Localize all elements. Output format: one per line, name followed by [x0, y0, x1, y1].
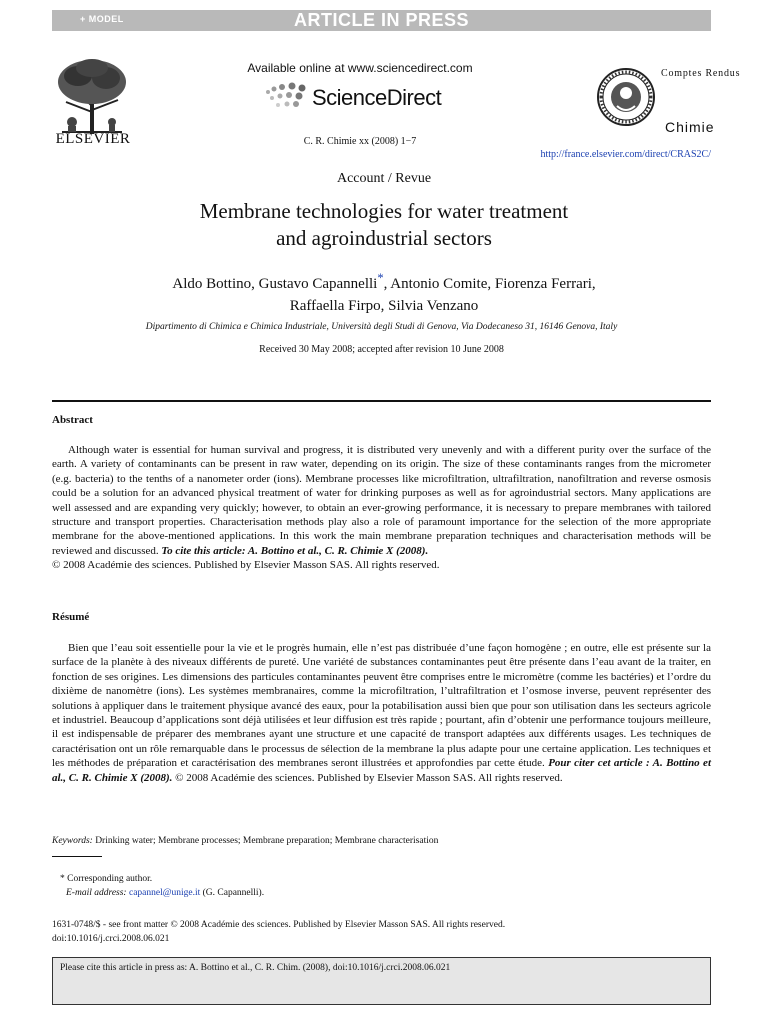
- abstract-text: Although water is essential for human survival and progress, it is distributed very unevenly and with a different purity over the surface of the earth. A variety of contaminants can be present in raw water, depending on its origin. The size of these contaminants ranges from the micrometer (e.g. bacteria) to the tenths of a nanometer order (ions). Membrane processes like microfiltration, ultrafiltration, nanofiltration and reverse osmosis could be a solution for an advanced physical treatment of water for drinking purposes as well as for agroindustrial sectors. Many applications are well assessed and are expanding very quickly; however, to obtain an ever-growing performance, it is necessary to prepare membranes with tailored structure and transport properties. Characterisation methods play also a role of paramount importance for the selection of the more appropriate membrane for the above-mentioned applications. In this work the main membrane preparation techniques and characterisation methods will be reviewed and discussed.: [52, 444, 711, 557]
- cite-in-press-box: [52, 957, 711, 1005]
- section-divider: [52, 400, 711, 402]
- authors-line-1: [84, 267, 684, 295]
- article-in-press-banner: [52, 10, 711, 31]
- academie-seal-icon: [595, 62, 657, 132]
- cite-in-press-text: Please cite this article in press as: A. Bottino et al., C. R. Chim. (2008), doi:10.1016/j.crci.2008.06.021: [60, 963, 451, 973]
- resume-heading: Résumé: [52, 611, 90, 623]
- abstract-cite-note: To cite this article: A. Bottino et al., C. R. Chimie X (2008).: [161, 544, 429, 557]
- resume-copyright: © 2008 Académie des sciences. Published by Elsevier Masson SAS. All rights reserved.: [175, 771, 563, 784]
- publisher-name: ELSEVIER: [55, 131, 131, 147]
- journal-citation: C. R. Chimie xx (2008) 1−7: [303, 136, 417, 147]
- resume-paragraph: [52, 641, 711, 785]
- keywords-list: Drinking water; Membrane processes; Membrane preparation; Membrane characterisation: [92, 836, 439, 846]
- affiliation: Dipartimento di Chimica e Chimica Industriale, Università degli Studi di Genova, Via Dodecaneso 31, 16146 Genova, Italy: [145, 322, 618, 332]
- journal-series-name: Comptes Rendus: [661, 68, 741, 79]
- abstract-body: [52, 443, 711, 573]
- journal-subject-name: Chimie: [665, 119, 715, 135]
- resume-text: Bien que l’eau soit essentielle pour la vie et le progrès humain, elle n’est pas distribuée d’une façon homogène ; en outre, elle est présente sur la surface de la planète à des niveaux différents de pureté. Une variété de substances contaminantes peut être présente dans l’eau avant de la traiter, en fonction de ses origines. Les dimensions des particules contaminantes peuvent être comprises entre le micromètre (comme les bactéries) et l’ordre du dixième de nanomètre (ions). Les systèmes membranaires, comme la microfiltration, l’ultrafiltration et l’osmose inverse, peuvent représenter des solutions à appliquer dans le traitement physique avancé des eaux, pour la potabilisation aussi bien que pour son utilisation dans les secteurs agricole et industriel. Beaucoup d’applications sont déjà utilisées et leur diffusion est très rapide ; pourtant, afin d’obtenir une performance toujours meilleure, il est indispensable de préparer des membranes ayant une structure et une capacité de transport adaptées aux différents usages. Les techniques de caractérisation ont un rôle remarquable dans le processus de sélection de la membrane la plus adapte pour une certaine application. Les techniques et les méthodes de préparation et caractérisation des membranes seront illustrées et approfondies par cette étude.: [52, 642, 711, 770]
- sciencedirect-wordmark: ScienceDirect: [312, 85, 442, 110]
- email-link[interactable]: capannel@unige.it: [128, 888, 201, 898]
- elsevier-tree-logo-icon: [52, 56, 132, 136]
- email-owner: (G. Capannelli).: [200, 888, 265, 898]
- title-line-1: Membrane technologies for water treatment: [199, 199, 569, 223]
- doi-line: doi:10.1016/j.crci.2008.06.021: [52, 934, 170, 944]
- corresponding-author-note: * Corresponding author.: [60, 874, 153, 884]
- journal-url-link[interactable]: http://france.elsevier.com/direct/CRAS2C/: [540, 149, 711, 160]
- received-dates: Received 30 May 2008; accepted after revision 10 June 2008: [259, 344, 504, 355]
- authors-line-1-part-b: , Antonio Comite, Fiorenza Ferrari,: [383, 276, 596, 292]
- email-footnote: [66, 888, 264, 898]
- abstract-heading: Abstract: [52, 414, 93, 426]
- sciencedirect-dots-icon: [262, 82, 310, 112]
- title-line-2: and agroindustrial sectors: [276, 226, 492, 250]
- article-status: ARTICLE IN PRESS: [293, 10, 470, 30]
- article-category: Account / Revue: [336, 171, 432, 186]
- email-label: E-mail address:: [66, 888, 127, 898]
- abstract-copyright: © 2008 Académie des sciences. Published by Elsevier Masson SAS. All rights reserved.: [52, 559, 440, 572]
- available-online-text: Available online at www.sciencedirect.com: [247, 61, 473, 75]
- resume-body: [52, 641, 711, 785]
- abstract-paragraph: [52, 443, 711, 558]
- authors-line-1-part-a: Aldo Bottino, Gustavo Capannelli: [172, 276, 378, 292]
- keywords: [52, 836, 711, 846]
- corresponding-author-marker[interactable]: *: [377, 271, 384, 285]
- footnote-rule: [52, 856, 102, 857]
- author-list: [84, 267, 684, 317]
- resume-cite-note: Pour citer cet article : A. Bottino et al., C. R. Chimie X (2008).: [52, 757, 711, 784]
- model-label: + MODEL: [80, 14, 124, 24]
- authors-line-2: Raffaella Firpo, Silvia Venzano: [289, 298, 479, 314]
- front-matter-line: 1631-0748/$ - see front matter © 2008 Académie des sciences. Published by Elsevier Masson SAS. All rights reserved.: [52, 920, 506, 930]
- keywords-label: Keywords:: [52, 836, 93, 846]
- article-title: [84, 198, 684, 252]
